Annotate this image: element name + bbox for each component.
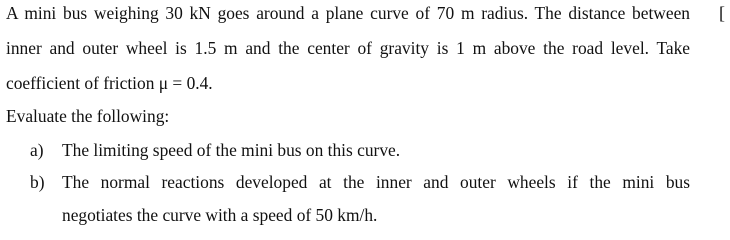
problem-line-2: inner and outer wheel is 1.5 m and the center of gravity is 1 m above the road level. Take: [6, 38, 690, 58]
margin-bracket: [: [719, 3, 725, 23]
item-marker-a: a): [30, 140, 44, 160]
problem-line-3: coefficient of friction μ = 0.4.: [6, 73, 213, 93]
item-text-b-line-1: The normal reactions developed at the inner and outer wheels if the mini bus: [62, 172, 690, 192]
problem-line-1: A mini bus weighing 30 kN goes around a plane curve of 70 m radius. The distance between: [6, 3, 690, 23]
item-text-a: The limiting speed of the mini bus on this curve.: [62, 140, 401, 160]
instruction: Evaluate the following:: [6, 106, 170, 126]
item-text-b-line-2: negotiates the curve with a speed of 50 km/h.: [62, 205, 378, 225]
item-marker-b: b): [30, 172, 45, 192]
